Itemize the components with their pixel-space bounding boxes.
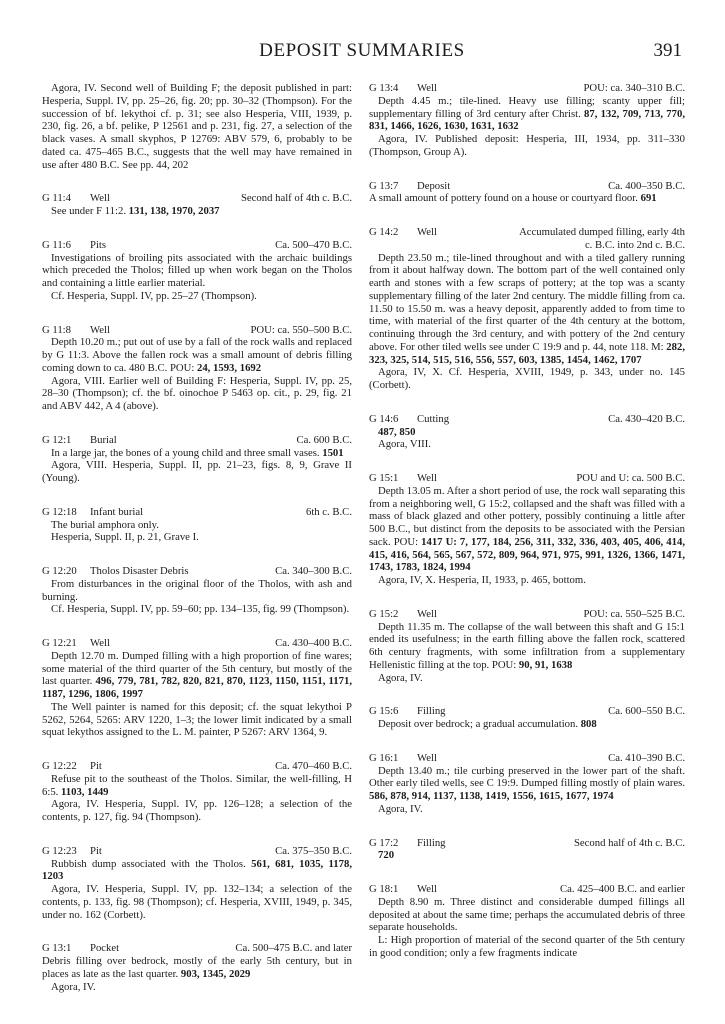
paragraph-text: Debris filling over bedrock, mostly of the early 5th century, but in places as late as the last quarter. <box>42 955 352 980</box>
deposit-date: Second half of 4th c. B.C. <box>573 836 685 849</box>
deposit-date: Ca. 600 B.C. <box>296 433 352 446</box>
deposit-type: Pit <box>90 844 102 857</box>
deposit-date: Ca. 430–420 B.C. <box>608 412 685 425</box>
deposit-entry <box>42 845 352 922</box>
entry-header <box>42 760 352 773</box>
deposit-type: Deposit <box>417 179 451 192</box>
deposit-entry <box>42 506 352 544</box>
deposit-type: Well <box>90 323 110 336</box>
deposit-id: G 18:1 <box>369 883 399 895</box>
deposit-id: G 12:23 <box>42 844 77 857</box>
deposit-date: 6th c. B.C. <box>305 505 352 518</box>
paragraph-text: Depth 4.45 m.; tile-lined. Heavy use filling; scanty upper fill; supplementary filling of 3rd century after Christ. <box>369 94 685 120</box>
deposit-entry <box>369 883 685 960</box>
paragraph <box>42 447 352 460</box>
paragraph-text: Refuse pit to the southeast of the Tholos. Similar, the well-filling, H 6:5. <box>42 772 352 798</box>
paragraph <box>42 955 352 981</box>
catalogue-numbers: 561, 681, 1035, 1178, 1203 <box>42 857 352 883</box>
paragraph: Agora, VIII. Hesperia, Suppl. II, pp. 21–23, figs. 8, 9, Grave II (Young). <box>42 459 352 484</box>
entry-header <box>42 565 352 578</box>
page-number: 391 <box>653 40 682 61</box>
paragraph <box>369 765 685 803</box>
entry-header <box>369 472 685 485</box>
entry-header <box>42 192 352 205</box>
deposit-date: Ca. 425–400 B.C. and earlier <box>560 883 685 895</box>
paragraph: Agora, IV, X. Cf. Hesperia, XVIII, 1949, p. 343, under no. 145 (Corbett). <box>369 366 685 391</box>
catalogue-numbers: 808 <box>580 718 597 730</box>
deposit-entry <box>42 760 352 824</box>
deposit-id: G 11:6 <box>42 238 71 251</box>
deposit-id: G 12:22 <box>42 760 77 772</box>
deposit-type: Tholos Disaster Debris <box>90 565 189 577</box>
paragraph: Hesperia, Suppl. II, p. 21, Grave I. <box>51 531 199 544</box>
paragraph-text: A small amount of pottery found on a house or courtyard floor. <box>369 192 638 205</box>
paragraph: Depth 8.90 m. Three distinct and considerable dumped fillings all deposited at about the same time; perhaps the accumulated debris of three separate households. <box>369 895 685 934</box>
deposit-id: G 16:1 <box>369 751 399 764</box>
catalogue-numbers: 1501 <box>322 446 344 459</box>
catalogue-numbers: 90, 91, 1638 <box>518 658 573 671</box>
paragraph <box>369 849 685 862</box>
paragraph-text: Depth 10.20 m.; put out of use by a fall of the rock walls and replaced by G 11:3. Above the fallen rock was a small amount of debris filling coming down to ca. 480 B.C. POU: <box>42 336 352 374</box>
paragraph <box>369 485 685 574</box>
catalogue-numbers: 24, 1593, 1692 <box>196 361 262 374</box>
paragraph: From disturbances in the original floor of the Tholos, with ash and burning. <box>42 577 352 603</box>
entry-header <box>369 180 685 193</box>
deposit-date: Ca. 340–300 B.C. <box>275 565 352 577</box>
deposit-type: Well <box>90 192 110 205</box>
catalogue-numbers: 131, 138, 1970, 2037 <box>128 205 220 217</box>
paragraph: Agora, IV. Second well of Building F; the deposit published in part: Hesperia, Suppl. IV, pp. 25–26, fig. 20; pp. 30–32 (Thompson). For the succession of bf. lekythoi cf. p. 31; see also Hesperia, VIII, 1939, p. 230, fig. 26, a bf. pelike, P 12561 and p. 231, fig. 27, a selection of the black vases. A small skyphos, P 12769: ABV 579, 6, probably to be dated ca. 475–465 B.C., suggests that the well may have remained in use after 480 B.C. See pp. 44, 202 <box>42 82 352 171</box>
deposit-date: Second half of 4th c. B.C. <box>240 192 352 205</box>
deposit-entry <box>42 239 352 303</box>
deposit-type: Burial <box>90 433 117 446</box>
deposit-date: Ca. 430–400 B.C. <box>275 637 352 649</box>
paragraph: Agora, IV. <box>378 671 423 684</box>
entry-header <box>42 942 352 955</box>
paragraph <box>42 650 352 701</box>
deposit-type: Well <box>417 226 437 238</box>
deposit-id: G 15:2 <box>369 607 399 620</box>
deposit-date: Ca. 500–470 B.C. <box>275 238 352 251</box>
paragraph-text: Depth 12.70 m. Dumped filling with a high proportion of fine wares; some material of the third quarter of the 5th century, but mostly of the last quarter. <box>42 649 352 688</box>
deposit-date: Ca. 400–350 B.C. <box>608 179 685 192</box>
entry-header <box>42 434 352 447</box>
deposit-date: POU: ca. 550–500 B.C. <box>250 323 352 336</box>
paragraph: Agora, IV. Hesperia, Suppl. IV, pp. 132–134; a selection of the contents, p. 133, fig. 98 (Thompson); cf. Hesperia, XVIII, 1949, p. 345, under no. 162 (Corbett). <box>42 883 352 921</box>
deposit-entry <box>369 413 685 451</box>
catalogue-numbers: 487, 850 <box>378 425 416 438</box>
paragraph <box>369 621 685 672</box>
deposit-entry <box>369 472 685 587</box>
deposit-type: Pit <box>90 760 102 772</box>
paragraph: Agora, IV. Published deposit: Hesperia, III, 1934, pp. 311–330 (Thompson, Group A). <box>369 133 685 158</box>
paragraph-text: Depth 13.40 m.; tile curbing preserved in the lower part of the shaft. Other early tiled wells, see C 19:9. Dumped filling mostly of plain wares. <box>369 764 685 790</box>
catalogue-numbers: 1417 U: 7, 177, 184, 256, 311, 332, 336, 403, 405, 406, 414, 415, 416, 564, 565, 567, 572, 809, 964, 971, 975, 991, 1326, 1366, 1471, 1743, 1783, 1824, 1994 <box>369 535 685 574</box>
deposit-entry <box>369 82 685 159</box>
entry-header <box>369 226 685 252</box>
paragraph <box>42 205 352 218</box>
deposit-date: Ca. 375–350 B.C. <box>275 844 352 857</box>
entry-header <box>369 608 685 621</box>
deposit-id: G 15:1 <box>369 472 399 484</box>
deposit-date: POU and U: ca. 500 B.C. <box>576 472 685 484</box>
deposit-entry <box>42 192 352 218</box>
entry-header <box>42 506 352 519</box>
left-column <box>42 82 352 1006</box>
right-column <box>369 82 685 973</box>
deposit-id: G 17:2 <box>369 836 399 849</box>
paragraph: The Well painter is named for this deposit; cf. the squat lekythoi P 5262, 5264, 5265: ARV 1220, 1–3; the lower limit indicated by a small squat lekythos assigned to the L. M. painter, P 5267: ARV 1364, 9. <box>42 700 352 739</box>
entry-header <box>369 752 685 765</box>
deposit-id: G 13:7 <box>369 179 399 192</box>
paragraph <box>369 192 685 205</box>
entry-header <box>369 413 685 426</box>
deposit-date: Ca. 600–550 B.C. <box>608 705 685 718</box>
deposit-id: G 11:4 <box>42 192 71 205</box>
deposit-date: POU: ca. 340–310 B.C. <box>583 82 685 94</box>
catalogue-numbers: 903, 1345, 2029 <box>180 967 251 980</box>
paragraph <box>369 718 685 731</box>
paragraph <box>369 426 685 439</box>
deposit-type: Well <box>417 883 437 895</box>
paragraph-text: Depth 13.05 m. After a short period of use, the rock wall separating this from a neighboring well, G 15:2, collapsed and the shaft was filled with a mass of black glazed and other pottery, possibly continuing a little after 500 B.C., but distinct from the deposits to be associated with the Persian sack. POU: <box>369 484 685 548</box>
paragraph <box>42 336 352 374</box>
deposit-date: POU: ca. 550–525 B.C. <box>583 607 685 620</box>
catalogue-numbers: 691 <box>640 192 657 205</box>
deposit-entry <box>369 752 685 816</box>
paragraph-text: In a large jar, the bones of a young child and three small vases. <box>51 446 320 459</box>
paragraph-text: Rubbish dump associated with the Tholos. <box>51 857 246 870</box>
deposit-id: G 13:1 <box>42 942 72 955</box>
deposit-date: Ca. 410–390 B.C. <box>608 751 685 764</box>
catalogue-numbers: 586, 878, 914, 1137, 1138, 1419, 1556, 1615, 1677, 1974 <box>369 790 614 802</box>
paragraph: Investigations of broiling pits associated with the archaic buildings which preceded the Tholos; filled up when work began on the Tholos and containing a little earlier material. <box>42 251 352 289</box>
deposit-id: G 13:4 <box>369 82 399 94</box>
entry-header <box>369 82 685 95</box>
deposit-entry <box>42 942 352 993</box>
deposit-entry <box>42 565 352 616</box>
deposit-type: Filling <box>417 836 446 849</box>
paragraph: Agora, IV. Hesperia, Suppl. IV, pp. 126–128; a selection of the contents, p. 127, fig. 94 (Thompson). <box>42 798 352 823</box>
deposit-id: G 12:18 <box>42 505 77 518</box>
paragraph <box>42 858 352 884</box>
catalogue-numbers: 87, 132, 709, 713, 770, 831, 1466, 1626, 1630, 1631, 1632 <box>369 107 686 133</box>
running-title: DEPOSIT SUMMARIES <box>259 40 465 61</box>
deposit-id: G 12:20 <box>42 565 77 577</box>
deposit-entry <box>42 434 352 485</box>
deposit-id: G 14:6 <box>369 412 399 425</box>
paragraph: Agora, IV. <box>378 802 423 815</box>
deposit-id: G 12:1 <box>42 433 72 446</box>
deposit-type: Well <box>90 637 110 649</box>
deposit-entry <box>369 180 685 206</box>
deposit-date: Ca. 470–460 B.C. <box>275 760 352 772</box>
catalogue-numbers: 496, 779, 781, 782, 820, 821, 870, 1123, 1150, 1151, 1171, 1187, 1296, 1806, 1997 <box>42 675 352 700</box>
deposit-type: Well <box>417 751 437 764</box>
deposit-type: Well <box>417 607 437 620</box>
paragraph <box>369 95 685 133</box>
paragraph-text: Depth 23.50 m.; tile-lined throughout and with a tiled gallery running from it about halfway down. The bottom part of the well contained only earth and stones with a few scraps of pottery; at the top was a scanty supplementary filling of the later 2nd century. The middle filling from ca. 11.50 to 15.50 m. was a heavy deposit, apparently added to from time to time, with material of the first quarter of the 4th century at the bottom, continuing through the 3rd century, and with pottery of the 2nd century above. For other tiled wells see under C 19:9 and p. 44, note 118. M: <box>369 251 685 353</box>
paragraph: Cf. Hesperia, Suppl. IV, pp. 59–60; pp. 134–135, fig. 99 (Thompson). <box>51 603 350 616</box>
deposit-type: Well <box>417 82 437 94</box>
deposit-entry <box>369 705 685 731</box>
deposit-entry <box>369 226 685 392</box>
deposit-type: Infant burial <box>90 505 144 518</box>
paragraph: The burial amphora only. <box>51 518 159 531</box>
paragraph: Cf. Hesperia, Suppl. IV, pp. 25–27 (Thompson). <box>51 289 257 302</box>
paragraph: Agora, VIII. Earlier well of Building F: Hesperia, Suppl. IV, pp. 25, 28–30 (Thompson); cf. the bf. oinochoe P 5463 op. cit., p. 29, fig. 21 and ABV 442, A 4 (above). <box>42 374 352 412</box>
deposit-id: G 14:2 <box>369 226 399 238</box>
deposit-date: Accumulated dumped filling, early 4th c. B.C. into 2nd c. B.C. <box>519 226 685 251</box>
catalogue-numbers: 282, 323, 325, 514, 515, 516, 556, 557, 603, 1385, 1454, 1462, 1707 <box>369 340 685 366</box>
paragraph: L: High proportion of material of the second quarter of the 5th century in good condition; only a few fragments indicate <box>369 934 685 959</box>
entry-header <box>369 837 685 850</box>
deposit-type: Pocket <box>90 942 120 955</box>
deposit-type: Well <box>417 472 437 484</box>
deposit-type: Pits <box>90 238 107 251</box>
deposit-type: Filling <box>417 705 446 718</box>
deposit-date: Ca. 500–475 B.C. and later <box>235 942 352 955</box>
continuation-paragraph <box>42 82 352 171</box>
deposit-entry <box>42 637 352 739</box>
paragraph <box>42 773 352 799</box>
entry-header <box>42 845 352 858</box>
deposit-id: G 11:8 <box>42 323 71 336</box>
entry-header <box>42 324 352 337</box>
catalogue-numbers: 720 <box>378 849 395 862</box>
paragraph-text: Depth 11.35 m. The collapse of the wall between this shaft and G 15:1 ended its usefulness; in the earth filling above the fallen rock, scattered 6th century fragments, with some infiltration from a supplementary Hellenistic filling at the top. POU: <box>369 620 685 671</box>
paragraph: Agora, VIII. <box>378 438 431 451</box>
entry-header <box>369 883 685 896</box>
paragraph: Agora, IV, X. Hesperia, II, 1933, p. 465, bottom. <box>378 574 586 586</box>
entry-header <box>369 705 685 718</box>
paragraph-text: See under F 11:2. <box>51 205 126 217</box>
paragraph-text: Deposit over bedrock; a gradual accumulation. <box>378 718 579 730</box>
running-head <box>42 40 682 66</box>
deposit-entry <box>42 324 352 413</box>
deposit-id: G 15:6 <box>369 705 399 718</box>
paragraph: Agora, IV. <box>51 980 96 993</box>
catalogue-numbers: 1103, 1449 <box>61 785 109 798</box>
deposit-type: Cutting <box>417 412 450 425</box>
paragraph <box>369 252 685 367</box>
entry-header <box>42 239 352 252</box>
entry-header <box>42 637 352 650</box>
deposit-id: G 12:21 <box>42 637 77 649</box>
deposit-entry <box>369 608 685 685</box>
deposit-entry <box>369 837 685 863</box>
